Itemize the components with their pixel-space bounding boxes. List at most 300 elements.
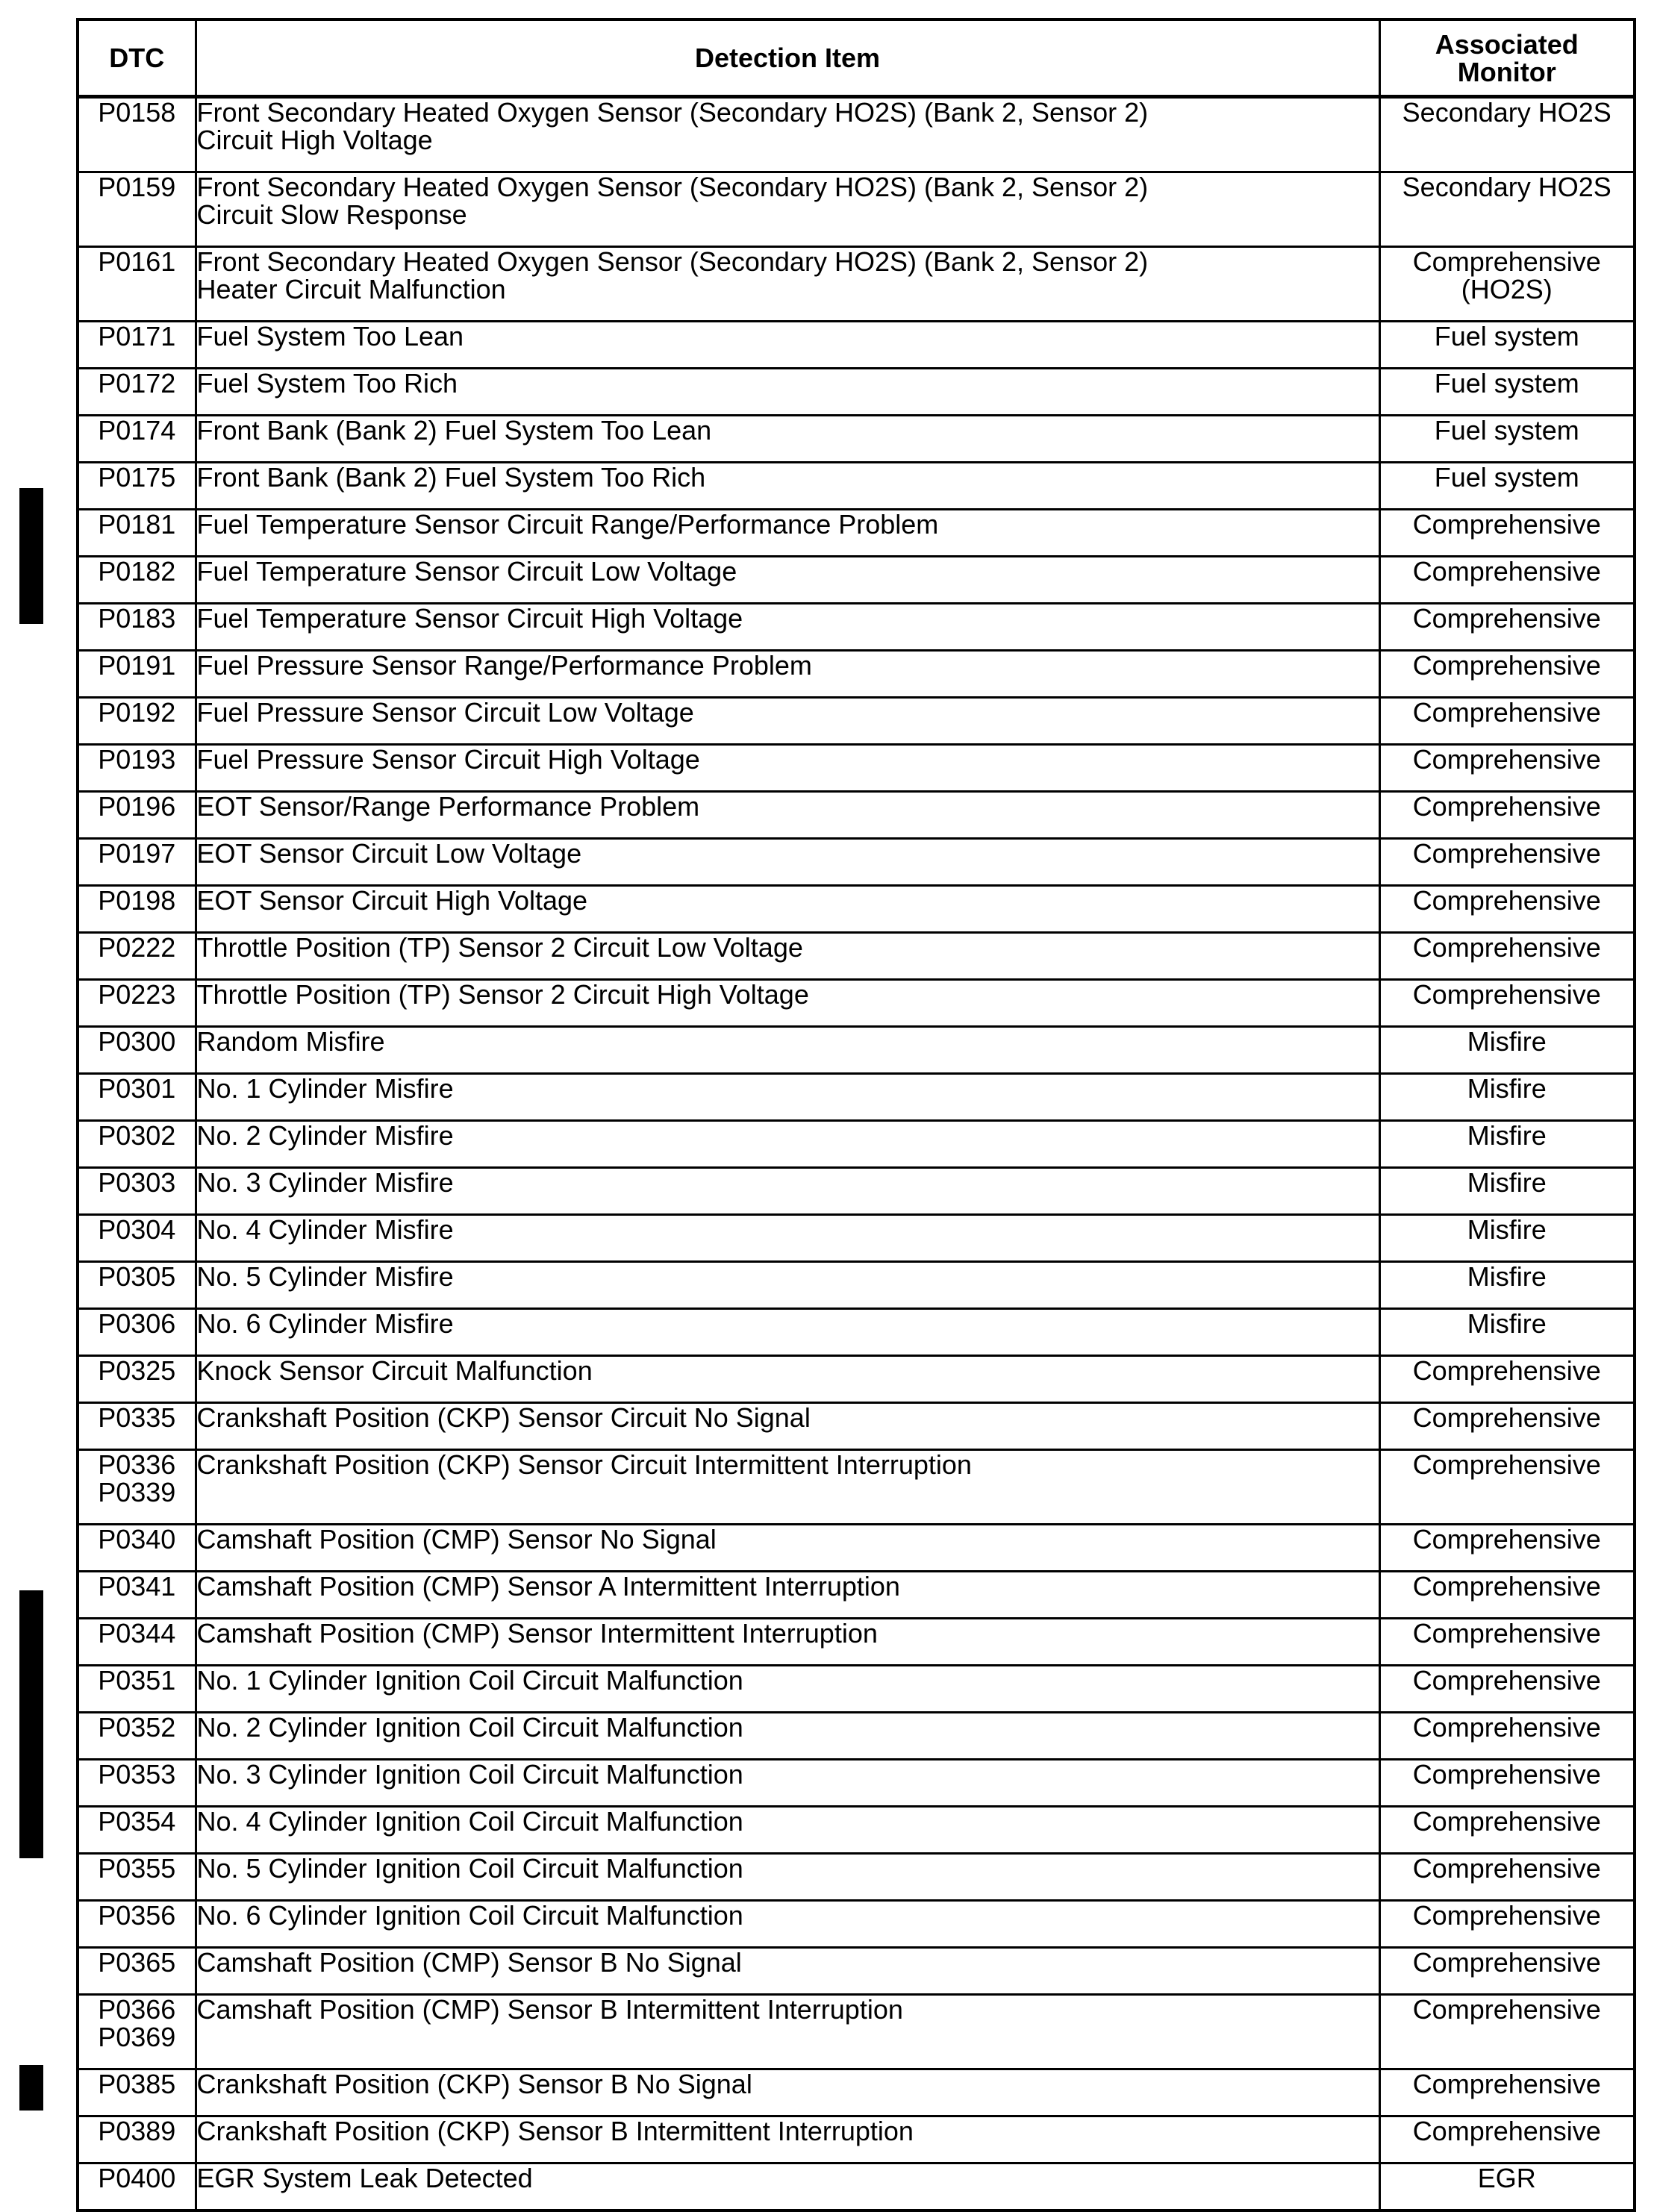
detection-item-cell [196, 1168, 1379, 1215]
table-row [78, 1525, 1635, 1572]
detection-item-cell-text: No. 3 Cylinder Misfire [196, 1167, 454, 1198]
associated-monitor-cell-text: EGR [1477, 2163, 1536, 2193]
detection-item-cell-text: Throttle Position (TP) Sensor 2 Circuit Low Voltage [196, 932, 803, 963]
associated-monitor-cell [1379, 1356, 1635, 1403]
table-row [78, 1121, 1635, 1168]
detection-item-cell [196, 839, 1379, 886]
associated-monitor-cell [1379, 1027, 1635, 1074]
associated-monitor-cell-text: Comprehensive [1412, 650, 1601, 681]
dtc-table [76, 18, 1636, 2212]
associated-monitor-cell-text: (HO2S) [1461, 274, 1553, 304]
detection-item-cell [196, 1450, 1379, 1525]
dtc-code-cell-text: P0400 [98, 2163, 176, 2193]
table-row [78, 416, 1635, 463]
detection-item-cell-text: Front Secondary Heated Oxygen Sensor (Secondary HO2S) (Bank 2, Sensor 2) [196, 246, 1149, 277]
detection-item-cell [196, 322, 1379, 369]
detection-item-cell-text: No. 1 Cylinder Ignition Coil Circuit Malfunction [196, 1665, 743, 1696]
detection-item-cell-text: Crankshaft Position (CKP) Sensor Circuit No Signal [196, 1402, 811, 1433]
dtc-code-cell [78, 1713, 196, 1760]
associated-monitor-cell-text: Comprehensive [1412, 2116, 1601, 2146]
associated-monitor-cell [1379, 1215, 1635, 1262]
dtc-code-cell-text: P0191 [98, 650, 176, 681]
detection-item-cell [196, 2069, 1379, 2116]
dtc-code-cell-text: P0303 [98, 1167, 176, 1198]
associated-monitor-cell-text: Misfire [1467, 1308, 1547, 1339]
detection-item-cell [196, 886, 1379, 933]
table-row [78, 2163, 1635, 2211]
table-row [78, 510, 1635, 557]
detection-item-cell [196, 557, 1379, 604]
dtc-code-cell-text: P0351 [98, 1665, 176, 1696]
associated-monitor-cell-text: Comprehensive [1412, 1524, 1601, 1555]
dtc-code-cell-text: P0339 [98, 1477, 176, 1508]
dtc-code-cell-text: P0366 [98, 1994, 176, 2025]
detection-item-cell-text: Front Secondary Heated Oxygen Sensor (Secondary HO2S) (Bank 2, Sensor 2) [196, 172, 1149, 202]
associated-monitor-cell-text: Fuel system [1434, 368, 1579, 399]
dtc-code-cell [78, 1995, 196, 2069]
dtc-code-cell [78, 97, 196, 172]
dtc-code-cell-text: P0353 [98, 1759, 176, 1790]
dtc-code-cell [78, 839, 196, 886]
dtc-code-cell-text: P0335 [98, 1402, 176, 1433]
table-row [78, 369, 1635, 416]
detection-item-cell [196, 510, 1379, 557]
detection-item-cell-text: Camshaft Position (CMP) Sensor B No Signal [196, 1947, 742, 1978]
associated-monitor-cell [1379, 792, 1635, 839]
detection-item-cell-text: Fuel Pressure Sensor Circuit High Voltage [196, 744, 700, 775]
dtc-code-cell [78, 2069, 196, 2116]
change-bar [19, 488, 43, 624]
associated-monitor-cell-text: Comprehensive [1412, 791, 1601, 822]
detection-item-cell [196, 172, 1379, 247]
associated-monitor-cell [1379, 2116, 1635, 2163]
detection-item-cell-text: Camshaft Position (CMP) Sensor A Intermittent Interruption [196, 1571, 900, 1602]
dtc-code-cell-text: P0159 [98, 172, 176, 202]
associated-monitor-cell-text: Comprehensive [1412, 1994, 1601, 2025]
table-row [78, 1948, 1635, 1995]
associated-monitor-cell [1379, 369, 1635, 416]
dtc-code-cell-text: P0175 [98, 462, 176, 493]
dtc-code-cell-text: P0174 [98, 415, 176, 446]
detection-item-cell-text: No. 4 Cylinder Misfire [196, 1214, 454, 1245]
dtc-code-cell [78, 1572, 196, 1619]
dtc-code-cell [78, 792, 196, 839]
associated-monitor-cell [1379, 322, 1635, 369]
table-row [78, 1262, 1635, 1309]
detection-item-cell-text: Random Misfire [196, 1026, 385, 1057]
dtc-code-cell-text: P0193 [98, 744, 176, 775]
detection-item-cell [196, 980, 1379, 1027]
associated-monitor-cell [1379, 172, 1635, 247]
dtc-code-cell [78, 886, 196, 933]
associated-monitor-cell-text: Comprehensive [1412, 1449, 1601, 1480]
detection-item-cell [196, 1713, 1379, 1760]
table-row [78, 792, 1635, 839]
dtc-code-cell-text: P0182 [98, 556, 176, 587]
associated-monitor-cell [1379, 698, 1635, 745]
detection-item-cell-text: Circuit High Voltage [196, 125, 433, 155]
associated-monitor-cell-text: Misfire [1467, 1261, 1547, 1292]
table-row [78, 1168, 1635, 1215]
dtc-code-cell-text: P0302 [98, 1120, 176, 1151]
associated-monitor-cell [1379, 1713, 1635, 1760]
dtc-code-cell-text: P0344 [98, 1618, 176, 1649]
detection-item-cell [196, 1525, 1379, 1572]
detection-item-cell [196, 2116, 1379, 2163]
detection-item-cell-text: Camshaft Position (CMP) Sensor B Intermittent Interruption [196, 1994, 903, 2025]
dtc-code-cell [78, 322, 196, 369]
dtc-code-cell [78, 1450, 196, 1525]
dtc-code-cell [78, 1854, 196, 1901]
dtc-code-cell-text: P0355 [98, 1853, 176, 1884]
detection-item-cell [196, 1948, 1379, 1995]
header-monitor-line2: Monitor [1457, 56, 1556, 87]
detection-item-cell [196, 1027, 1379, 1074]
detection-item-cell [196, 2163, 1379, 2211]
dtc-code-cell [78, 416, 196, 463]
dtc-code-cell [78, 933, 196, 980]
table-row [78, 1215, 1635, 1262]
detection-item-cell [196, 1309, 1379, 1356]
detection-item-cell-text: Fuel Temperature Sensor Circuit High Voltage [196, 603, 743, 634]
dtc-code-cell-text: P0304 [98, 1214, 176, 1245]
detection-item-cell-text: Crankshaft Position (CKP) Sensor Circuit Intermittent Interruption [196, 1449, 972, 1480]
table-row [78, 1619, 1635, 1666]
table-row [78, 1995, 1635, 2069]
dtc-code-cell [78, 172, 196, 247]
associated-monitor-cell-text: Comprehensive [1412, 1618, 1601, 1649]
associated-monitor-cell-text: Secondary HO2S [1402, 97, 1611, 128]
table-row [78, 1572, 1635, 1619]
table-row [78, 698, 1635, 745]
detection-item-cell-text: Fuel Temperature Sensor Circuit Range/Performance Problem [196, 509, 939, 540]
associated-monitor-cell-text: Comprehensive [1412, 838, 1601, 869]
table-row [78, 247, 1635, 322]
detection-item-cell-text: EGR System Leak Detected [196, 2163, 533, 2193]
table-row [78, 322, 1635, 369]
table-row [78, 97, 1635, 172]
table-header-row [78, 19, 1635, 97]
table-body [78, 97, 1635, 2211]
detection-item-cell [196, 792, 1379, 839]
table-row [78, 463, 1635, 510]
dtc-code-cell-text: P0325 [98, 1355, 176, 1386]
header-dtc: DTC [78, 19, 196, 97]
table-row [78, 1450, 1635, 1525]
detection-item-cell-text: Fuel Pressure Sensor Range/Performance Problem [196, 650, 812, 681]
dtc-code-cell [78, 1027, 196, 1074]
dtc-code-cell [78, 1901, 196, 1948]
detection-item-cell [196, 416, 1379, 463]
dtc-code-cell [78, 1666, 196, 1713]
detection-item-cell-text: No. 4 Cylinder Ignition Coil Circuit Malfunction [196, 1806, 743, 1837]
dtc-code-cell [78, 1619, 196, 1666]
dtc-code-cell [78, 2163, 196, 2211]
associated-monitor-cell [1379, 1309, 1635, 1356]
detection-item-cell-text: No. 6 Cylinder Misfire [196, 1308, 454, 1339]
associated-monitor-cell-text: Comprehensive [1412, 979, 1601, 1010]
dtc-code-cell-text: P0305 [98, 1261, 176, 1292]
header-associated-monitor [1379, 19, 1635, 97]
dtc-code-cell [78, 1121, 196, 1168]
associated-monitor-cell [1379, 1572, 1635, 1619]
dtc-code-cell-text: P0365 [98, 1947, 176, 1978]
dtc-code-cell-text: P0172 [98, 368, 176, 399]
detection-item-cell-text: No. 5 Cylinder Ignition Coil Circuit Malfunction [196, 1853, 743, 1884]
detection-item-cell-text: EOT Sensor Circuit High Voltage [196, 885, 588, 916]
dtc-code-cell-text: P0183 [98, 603, 176, 634]
associated-monitor-cell-text: Comprehensive [1412, 1853, 1601, 1884]
associated-monitor-cell [1379, 1262, 1635, 1309]
dtc-code-cell [78, 698, 196, 745]
associated-monitor-cell [1379, 1168, 1635, 1215]
associated-monitor-cell-text: Comprehensive [1412, 556, 1601, 587]
detection-item-cell [196, 1666, 1379, 1713]
dtc-code-cell [78, 1403, 196, 1450]
detection-item-cell-text: No. 3 Cylinder Ignition Coil Circuit Malfunction [196, 1759, 743, 1790]
detection-item-cell-text: Front Bank (Bank 2) Fuel System Too Lean [196, 415, 712, 446]
table-row [78, 1403, 1635, 1450]
associated-monitor-cell-text: Fuel system [1434, 321, 1579, 352]
detection-item-cell-text: Circuit Slow Response [196, 199, 467, 230]
associated-monitor-cell [1379, 1074, 1635, 1121]
table-row [78, 1356, 1635, 1403]
associated-monitor-cell [1379, 1854, 1635, 1901]
dtc-code-cell-text: P0161 [98, 246, 176, 277]
associated-monitor-cell [1379, 1525, 1635, 1572]
dtc-code-cell [78, 1760, 196, 1807]
detection-item-cell [196, 1854, 1379, 1901]
associated-monitor-cell-text: Misfire [1467, 1214, 1547, 1245]
detection-item-cell-text: EOT Sensor Circuit Low Voltage [196, 838, 582, 869]
associated-monitor-cell-text: Comprehensive [1412, 1947, 1601, 1978]
dtc-code-cell-text: P0301 [98, 1073, 176, 1104]
dtc-code-cell-text: P0197 [98, 838, 176, 869]
table-row [78, 1854, 1635, 1901]
detection-item-cell [196, 247, 1379, 322]
dtc-code-cell-text: P0192 [98, 697, 176, 728]
dtc-code-cell [78, 1215, 196, 1262]
detection-item-cell [196, 369, 1379, 416]
dtc-code-cell-text: P0181 [98, 509, 176, 540]
associated-monitor-cell-text: Comprehensive [1412, 603, 1601, 634]
table-row [78, 2069, 1635, 2116]
associated-monitor-cell-text: Comprehensive [1412, 2069, 1601, 2099]
detection-item-cell-text: Knock Sensor Circuit Malfunction [196, 1355, 593, 1386]
table-row [78, 886, 1635, 933]
detection-item-cell-text: No. 5 Cylinder Misfire [196, 1261, 454, 1292]
dtc-code-cell [78, 1074, 196, 1121]
table-row [78, 745, 1635, 792]
dtc-code-cell [78, 980, 196, 1027]
table-row [78, 1760, 1635, 1807]
detection-item-cell-text: Camshaft Position (CMP) Sensor No Signal [196, 1524, 717, 1555]
associated-monitor-cell-text: Misfire [1467, 1167, 1547, 1198]
dtc-code-cell [78, 510, 196, 557]
table-row [78, 1309, 1635, 1356]
associated-monitor-cell-text: Misfire [1467, 1073, 1547, 1104]
detection-item-cell [196, 651, 1379, 698]
detection-item-cell [196, 1807, 1379, 1854]
detection-item-cell [196, 1403, 1379, 1450]
detection-item-cell [196, 1215, 1379, 1262]
associated-monitor-cell [1379, 1948, 1635, 1995]
associated-monitor-cell-text: Comprehensive [1412, 1806, 1601, 1837]
associated-monitor-cell [1379, 1760, 1635, 1807]
dtc-code-cell-text: P0389 [98, 2116, 176, 2146]
detection-item-cell [196, 1356, 1379, 1403]
detection-item-cell [196, 745, 1379, 792]
table-row [78, 1027, 1635, 1074]
detection-item-cell [196, 97, 1379, 172]
associated-monitor-cell [1379, 1450, 1635, 1525]
associated-monitor-cell-text: Comprehensive [1412, 246, 1601, 277]
dtc-code-cell-text: P0340 [98, 1524, 176, 1555]
detection-item-cell-text: No. 2 Cylinder Misfire [196, 1120, 454, 1151]
associated-monitor-cell-text: Comprehensive [1412, 1355, 1601, 1386]
detection-item-cell [196, 463, 1379, 510]
table-row [78, 1807, 1635, 1854]
associated-monitor-cell-text: Comprehensive [1412, 1402, 1601, 1433]
dtc-code-cell-text: P0385 [98, 2069, 176, 2099]
detection-item-cell [196, 1901, 1379, 1948]
change-bar [19, 2065, 43, 2111]
dtc-code-cell [78, 369, 196, 416]
change-bar [19, 1590, 43, 1858]
detection-item-cell-text: Heater Circuit Malfunction [196, 274, 506, 304]
table-row [78, 172, 1635, 247]
dtc-code-cell [78, 745, 196, 792]
dtc-code-cell [78, 1948, 196, 1995]
associated-monitor-cell [1379, 2069, 1635, 2116]
detection-item-cell [196, 933, 1379, 980]
dtc-code-cell [78, 1525, 196, 1572]
associated-monitor-cell [1379, 463, 1635, 510]
detection-item-cell-text: Crankshaft Position (CKP) Sensor B Intermittent Interruption [196, 2116, 914, 2146]
associated-monitor-cell [1379, 1403, 1635, 1450]
associated-monitor-cell-text: Comprehensive [1412, 744, 1601, 775]
dtc-code-cell-text: P0341 [98, 1571, 176, 1602]
associated-monitor-cell [1379, 1901, 1635, 1948]
table-row [78, 1713, 1635, 1760]
detection-item-cell-text: Camshaft Position (CMP) Sensor Intermittent Interruption [196, 1618, 878, 1649]
associated-monitor-cell-text: Misfire [1467, 1026, 1547, 1057]
table-row [78, 933, 1635, 980]
detection-item-cell-text: Fuel System Too Lean [196, 321, 464, 352]
associated-monitor-cell [1379, 1666, 1635, 1713]
dtc-code-cell-text: P0352 [98, 1712, 176, 1743]
dtc-code-cell [78, 2116, 196, 2163]
dtc-code-cell-text: P0354 [98, 1806, 176, 1837]
detection-item-cell-text: Front Bank (Bank 2) Fuel System Too Rich [196, 462, 706, 493]
dtc-code-cell-text: P0198 [98, 885, 176, 916]
associated-monitor-cell [1379, 886, 1635, 933]
associated-monitor-cell-text: Fuel system [1434, 462, 1579, 493]
detection-item-cell [196, 1995, 1379, 2069]
header-detection-item: Detection Item [196, 19, 1379, 97]
detection-item-cell-text: Crankshaft Position (CKP) Sensor B No Signal [196, 2069, 752, 2099]
dtc-code-cell [78, 1807, 196, 1854]
dtc-code-cell-text: P0300 [98, 1026, 176, 1057]
detection-item-cell-text: Throttle Position (TP) Sensor 2 Circuit High Voltage [196, 979, 809, 1010]
associated-monitor-cell [1379, 416, 1635, 463]
dtc-code-cell [78, 1309, 196, 1356]
dtc-code-cell [78, 651, 196, 698]
associated-monitor-cell [1379, 839, 1635, 886]
dtc-code-cell-text: P0306 [98, 1308, 176, 1339]
associated-monitor-cell [1379, 1619, 1635, 1666]
dtc-code-cell-text: P0369 [98, 2022, 176, 2052]
associated-monitor-cell-text: Fuel system [1434, 415, 1579, 446]
detection-item-cell [196, 1262, 1379, 1309]
detection-item-cell-text: No. 2 Cylinder Ignition Coil Circuit Malfunction [196, 1712, 743, 1743]
dtc-code-cell-text: P0223 [98, 979, 176, 1010]
table-row [78, 1074, 1635, 1121]
detection-item-cell [196, 1572, 1379, 1619]
associated-monitor-cell [1379, 980, 1635, 1027]
associated-monitor-cell-text: Secondary HO2S [1402, 172, 1611, 202]
detection-item-cell-text: Fuel System Too Rich [196, 368, 458, 399]
associated-monitor-cell [1379, 1995, 1635, 2069]
associated-monitor-cell [1379, 933, 1635, 980]
associated-monitor-cell-text: Comprehensive [1412, 1900, 1601, 1931]
associated-monitor-cell [1379, 2163, 1635, 2211]
detection-item-cell [196, 1121, 1379, 1168]
detection-item-cell-text: Front Secondary Heated Oxygen Sensor (Secondary HO2S) (Bank 2, Sensor 2) [196, 97, 1149, 128]
table-row [78, 980, 1635, 1027]
table-row [78, 651, 1635, 698]
dtc-code-cell [78, 1168, 196, 1215]
detection-item-cell [196, 1760, 1379, 1807]
table-row [78, 1666, 1635, 1713]
dtc-code-cell-text: P0356 [98, 1900, 176, 1931]
associated-monitor-cell-text: Comprehensive [1412, 1665, 1601, 1696]
associated-monitor-cell [1379, 604, 1635, 651]
dtc-code-cell-text: P0222 [98, 932, 176, 963]
detection-item-cell [196, 604, 1379, 651]
table-row [78, 839, 1635, 886]
header-monitor-line1: Associated [1435, 28, 1579, 60]
table-row [78, 2116, 1635, 2163]
dtc-code-cell [78, 247, 196, 322]
associated-monitor-cell [1379, 651, 1635, 698]
table-row [78, 604, 1635, 651]
dtc-code-cell [78, 463, 196, 510]
associated-monitor-cell [1379, 557, 1635, 604]
associated-monitor-cell-text: Comprehensive [1412, 697, 1601, 728]
associated-monitor-cell [1379, 1807, 1635, 1854]
associated-monitor-cell-text: Comprehensive [1412, 509, 1601, 540]
dtc-code-cell [78, 604, 196, 651]
dtc-code-cell [78, 1356, 196, 1403]
detection-item-cell-text: Fuel Temperature Sensor Circuit Low Voltage [196, 556, 737, 587]
associated-monitor-cell-text: Misfire [1467, 1120, 1547, 1151]
dtc-code-cell-text: P0336 [98, 1449, 176, 1480]
associated-monitor-cell [1379, 97, 1635, 172]
associated-monitor-cell-text: Comprehensive [1412, 1571, 1601, 1602]
detection-item-cell-text: Fuel Pressure Sensor Circuit Low Voltage [196, 697, 694, 728]
associated-monitor-cell [1379, 247, 1635, 322]
associated-monitor-cell [1379, 745, 1635, 792]
dtc-code-cell [78, 557, 196, 604]
dtc-code-cell-text: P0158 [98, 97, 176, 128]
detection-item-cell-text: EOT Sensor/Range Performance Problem [196, 791, 700, 822]
table-row [78, 1901, 1635, 1948]
detection-item-cell [196, 1619, 1379, 1666]
detection-item-cell [196, 698, 1379, 745]
dtc-code-cell-text: P0171 [98, 321, 176, 352]
associated-monitor-cell-text: Comprehensive [1412, 885, 1601, 916]
